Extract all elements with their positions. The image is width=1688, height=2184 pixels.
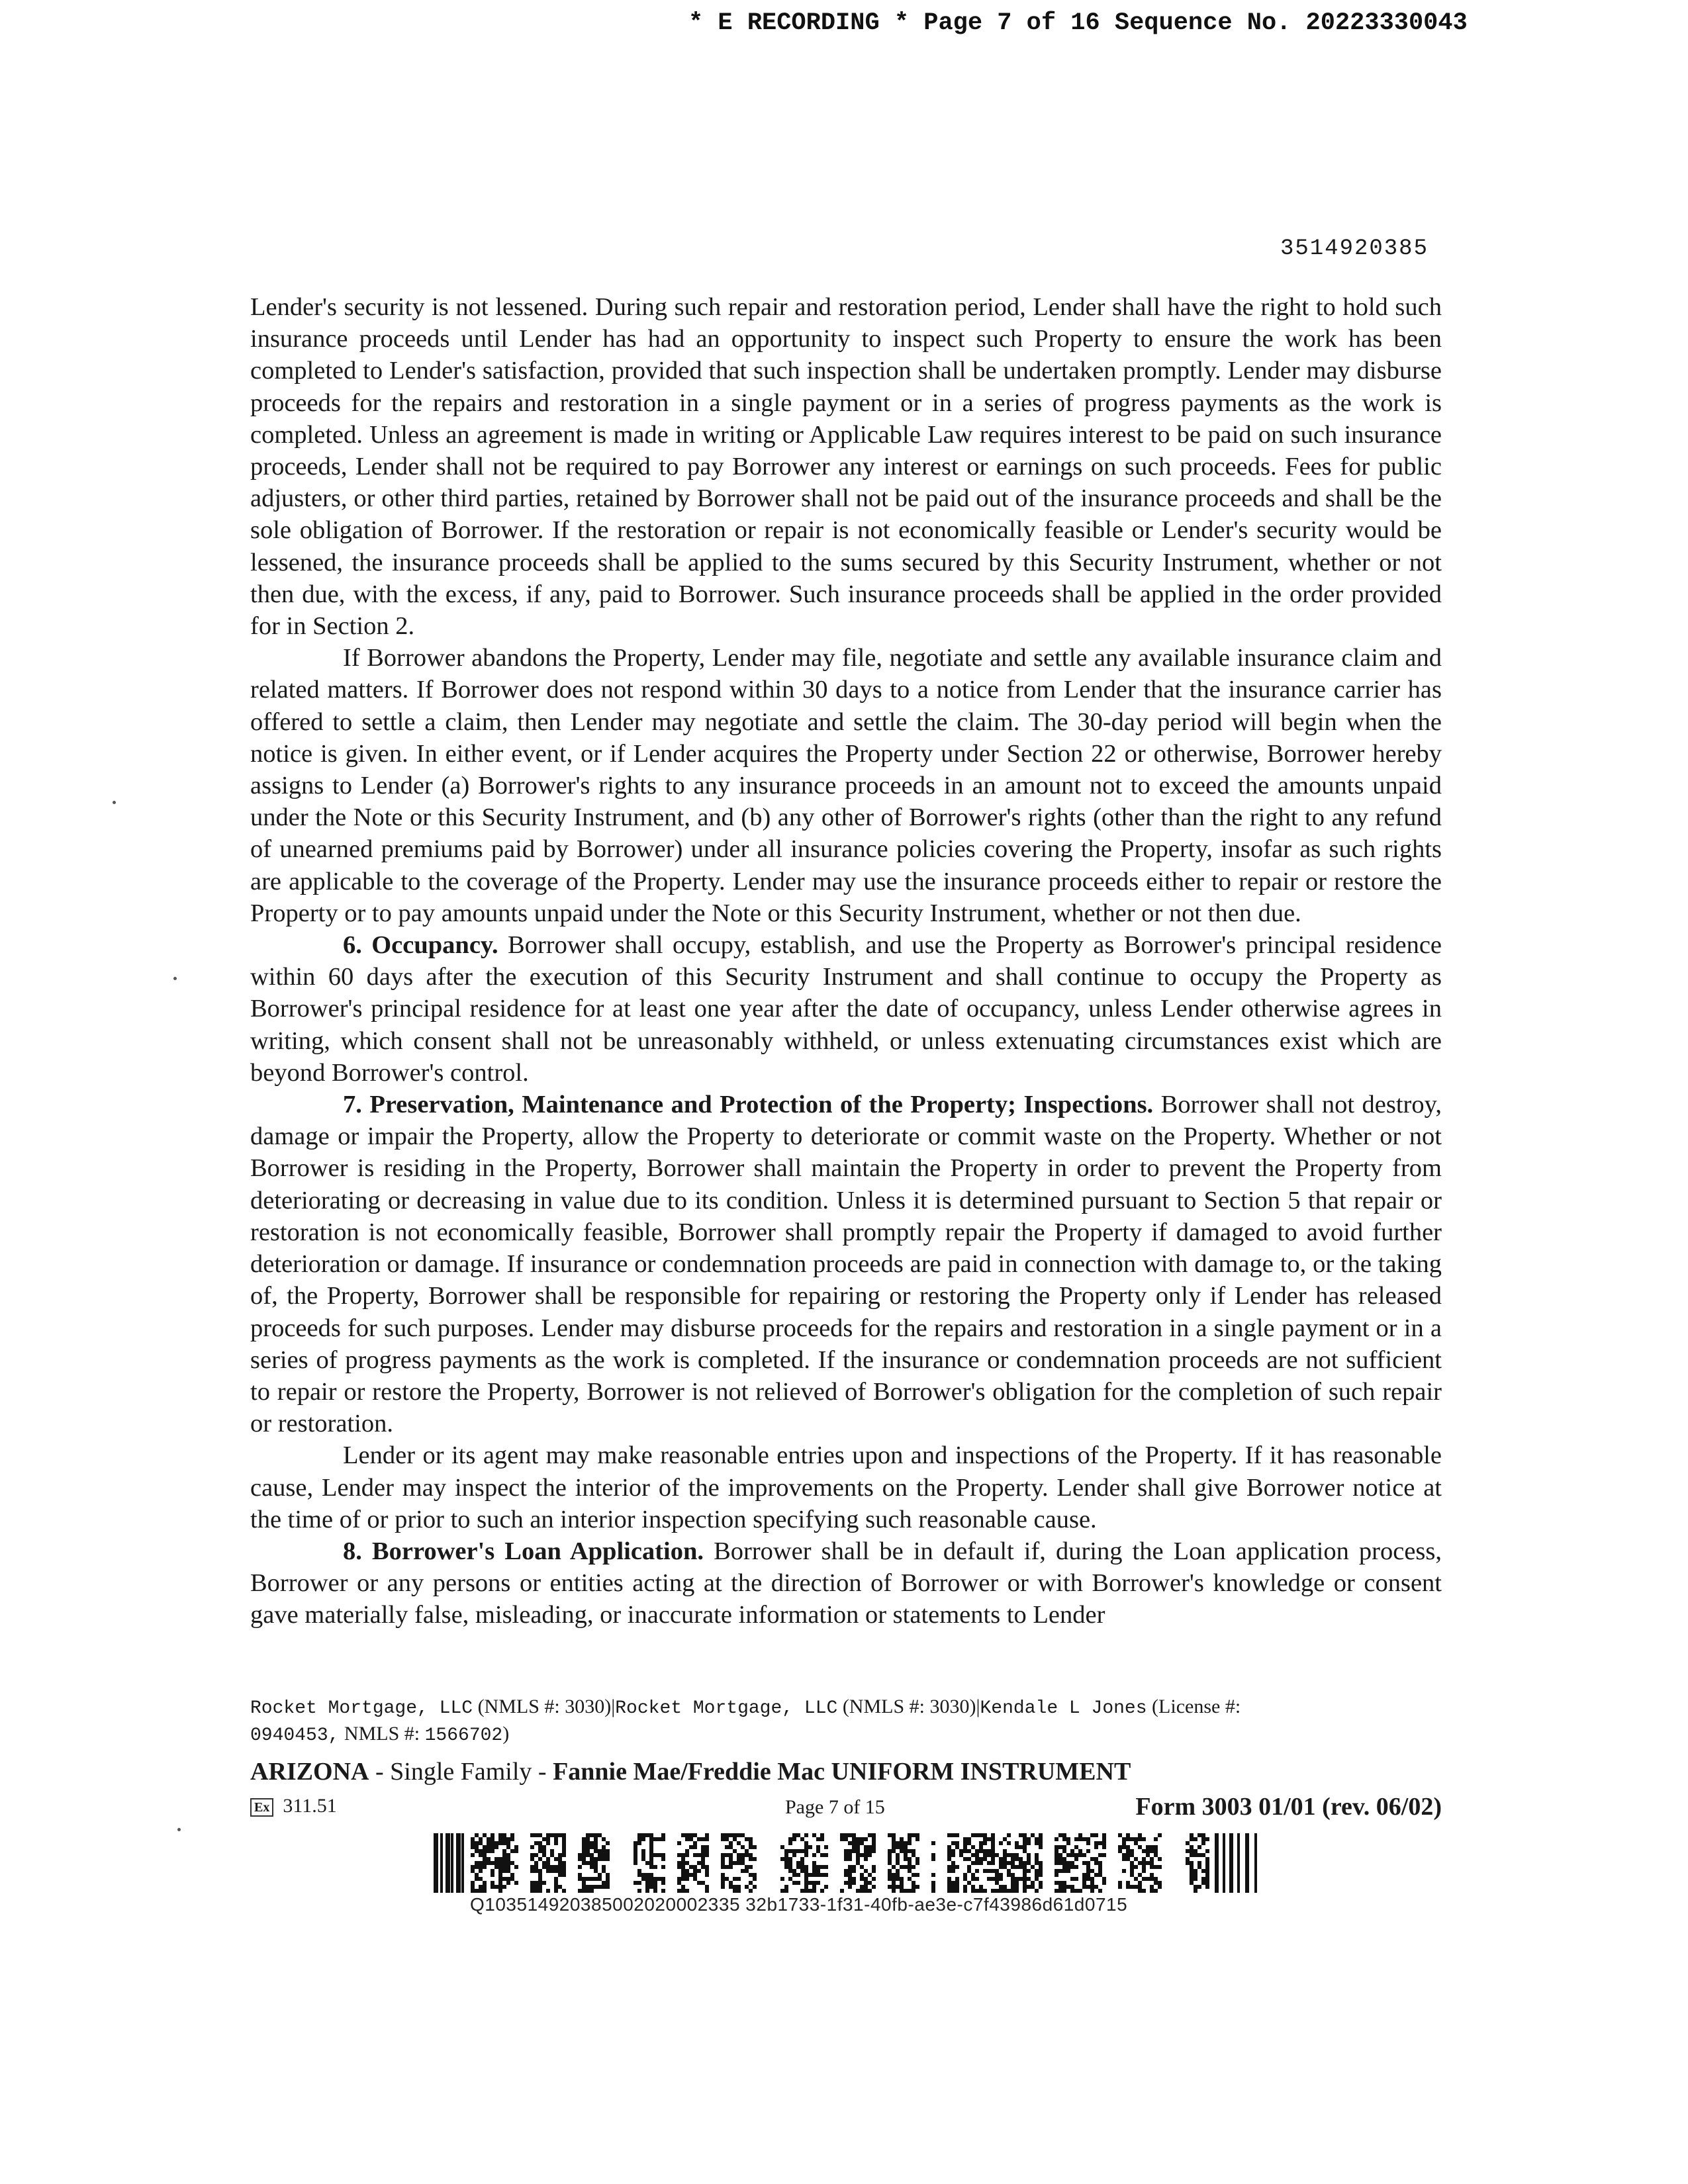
instrument-title bbox=[250, 1757, 1442, 1786]
section-7-heading: 7. Preservation, Maintenance and Protection of the Property; Inspections. bbox=[343, 1091, 1154, 1119]
scan-speck bbox=[177, 1828, 181, 1831]
family-type: - Single Family - bbox=[375, 1758, 547, 1786]
barcode bbox=[434, 1833, 1261, 1893]
nmls-label: NMLS #: bbox=[344, 1723, 420, 1745]
license-number: 0940453, bbox=[250, 1725, 340, 1746]
barcode-icon bbox=[434, 1833, 1261, 1893]
license-label: (License #: bbox=[1152, 1696, 1241, 1717]
lender-name: Rocket Mortgage, LLC bbox=[250, 1698, 473, 1719]
barcode-text: Q103514920385002020002335 32b1733-1f31-40fb-ae3e-c7f43986d61d0715 bbox=[470, 1894, 1128, 1915]
recording-header: * E RECORDING * Page 7 of 16 Sequence No. 20223330043 bbox=[688, 9, 1468, 37]
lender-nmls: (NMLS #: 3030) bbox=[477, 1696, 612, 1717]
form-number: Form 3003 01/01 (rev. 06/02) bbox=[1135, 1793, 1442, 1821]
paragraph-insurance-proceeds: Lender's security is not lessened. During such repair and restoration period, Lender shall have the right to hold such insurance proceeds until Lender has had an opportunity to inspect such Property to ensure the work has been completed to Lender's satisfaction, provided that such inspection shall be undertaken promptly. Lender may disburse proceeds for the repairs and restoration in a single payment or in a series of progress payments as the work is completed. Unless an agreement is made in writing or Applicable Law requires interest to be paid on such insurance proceeds, Lender shall not be required to pay Borrower any interest or earnings on such proceeds. Fees for public adjusters, or other third parties, retained by Borrower shall not be paid out of the insurance proceeds and shall be the sole obligation of Borrower. If the restoration or repair is not economically feasible or Lender's security would be lessened, the insurance proceeds shall be applied to the sums secured by this Security Instrument, whether or not then due, with the excess, if any, paid to Borrower. Such insurance proceeds shall be applied in the order provided for in Section 2. bbox=[250, 293, 1442, 641]
form-code bbox=[250, 1795, 337, 1817]
section-8-heading: 8. Borrower's Loan Application. bbox=[343, 1537, 704, 1565]
separator: | bbox=[611, 1696, 616, 1717]
close-paren: ) bbox=[502, 1723, 510, 1745]
originator-name: Kendale L Jones bbox=[980, 1698, 1147, 1719]
nmls-number: 1566702 bbox=[424, 1725, 503, 1746]
paragraph-abandonment: If Borrower abandons the Property, Lender may file, negotiate and settle any available insurance claim and related matters. If Borrower does not respond within 30 days to a notice from Lender that the insurance carrier has offered to settle a claim, then Lender may negotiate and settle the claim. The 30-day period will begin when the notice is given. In either event, or if Lender acquires the Property under Section 22 or otherwise, Borrower hereby assigns to Lender (a) Borrower's rights to any insurance proceeds in an amount not to exceed the amounts unpaid under the Note or this Security Instrument, and (b) any other of Borrower's rights (other than the right to any refund of unearned premiums paid by Borrower) under all insurance policies covering the Property, insofar as such rights are applicable to the coverage of the Property. Lender may use the insurance proceeds either to repair or restore the Property or to pay amounts unpaid under the Note or this Security Instrument, whether or not then due. bbox=[250, 644, 1442, 927]
separator: | bbox=[976, 1696, 980, 1717]
instrument-name: Fannie Mae/Freddie Mac UNIFORM INSTRUMENT bbox=[553, 1758, 1131, 1786]
section-6-occupancy bbox=[250, 929, 1442, 1089]
section-6-text: Borrower shall occupy, establish, and use the Property as Borrower's principal residence within 60 days after the execution of this Security Instrument and shall continue to occupy the Property as Borrower's principal residence for at least one year after the date of occupancy, unless Lender otherwise agrees in writing, which consent shall not be unreasonably withheld, or unless extenuating circumstances exist which are beyond Borrower's control. bbox=[250, 931, 1442, 1087]
paragraph-inspections: Lender or its agent may make reasonable entries upon and inspections of the Property. If it has reasonable cause, Lender may inspect the interior of the improvements on the Property. Lender shall give Borrower notice at the time of or prior to such an interior inspection specifying such reasonable cause. bbox=[250, 1441, 1442, 1533]
form-code-number: 311.51 bbox=[283, 1795, 337, 1817]
section-8-loan-application bbox=[250, 1535, 1442, 1631]
section-6-heading: 6. Occupancy. bbox=[343, 931, 498, 960]
scan-speck bbox=[173, 977, 177, 980]
ellie-mae-logo-icon: Ex bbox=[250, 1798, 273, 1817]
footer-lender-info bbox=[250, 1694, 1442, 1749]
section-8-text: Borrower shall be in default if, during the Loan application process, Borrower or any persons or entities acting at the direction of Borrower or with Borrower's knowledge or consent gave materially false, misleading, or inaccurate information or statements to Lender bbox=[250, 1537, 1442, 1629]
section-7-preservation bbox=[250, 1089, 1442, 1439]
scan-speck bbox=[113, 801, 116, 804]
page-number: Page 7 of 15 bbox=[785, 1796, 885, 1818]
document-body bbox=[250, 291, 1442, 1631]
lender-name: Rocket Mortgage, LLC bbox=[615, 1698, 838, 1719]
lender-nmls: (NMLS #: 3030) bbox=[842, 1696, 976, 1717]
footer-row bbox=[250, 1792, 1442, 1821]
loan-number: 3514920385 bbox=[1280, 236, 1429, 261]
state-name: ARIZONA bbox=[250, 1758, 369, 1786]
section-7-text: Borrower shall not destroy, damage or impair the Property, allow the Property to deteriorate or commit waste on the Property. Whether or not Borrower is residing in the Property, Borrower shall maintain the Property in order to prevent the Property from deteriorating or decreasing in value due to its condition. Unless it is determined pursuant to Section 5 that repair or restoration is not economically feasible, Borrower shall promptly repair the Property if damaged to avoid further deterioration or damage. If insurance or condemnation proceeds are paid in connection with damage to, or the taking of, the Property, Borrower shall be responsible for repairing or restoring the Property only if Lender has released proceeds for such purposes. Lender may disburse proceeds for the repairs and restoration in a single payment or in a series of progress payments as the work is completed. If the insurance or condemnation proceeds are not sufficient to repair or restore the Property, Borrower is not relieved of Borrower's obligation for the completion of such repair or restoration. bbox=[250, 1091, 1442, 1438]
